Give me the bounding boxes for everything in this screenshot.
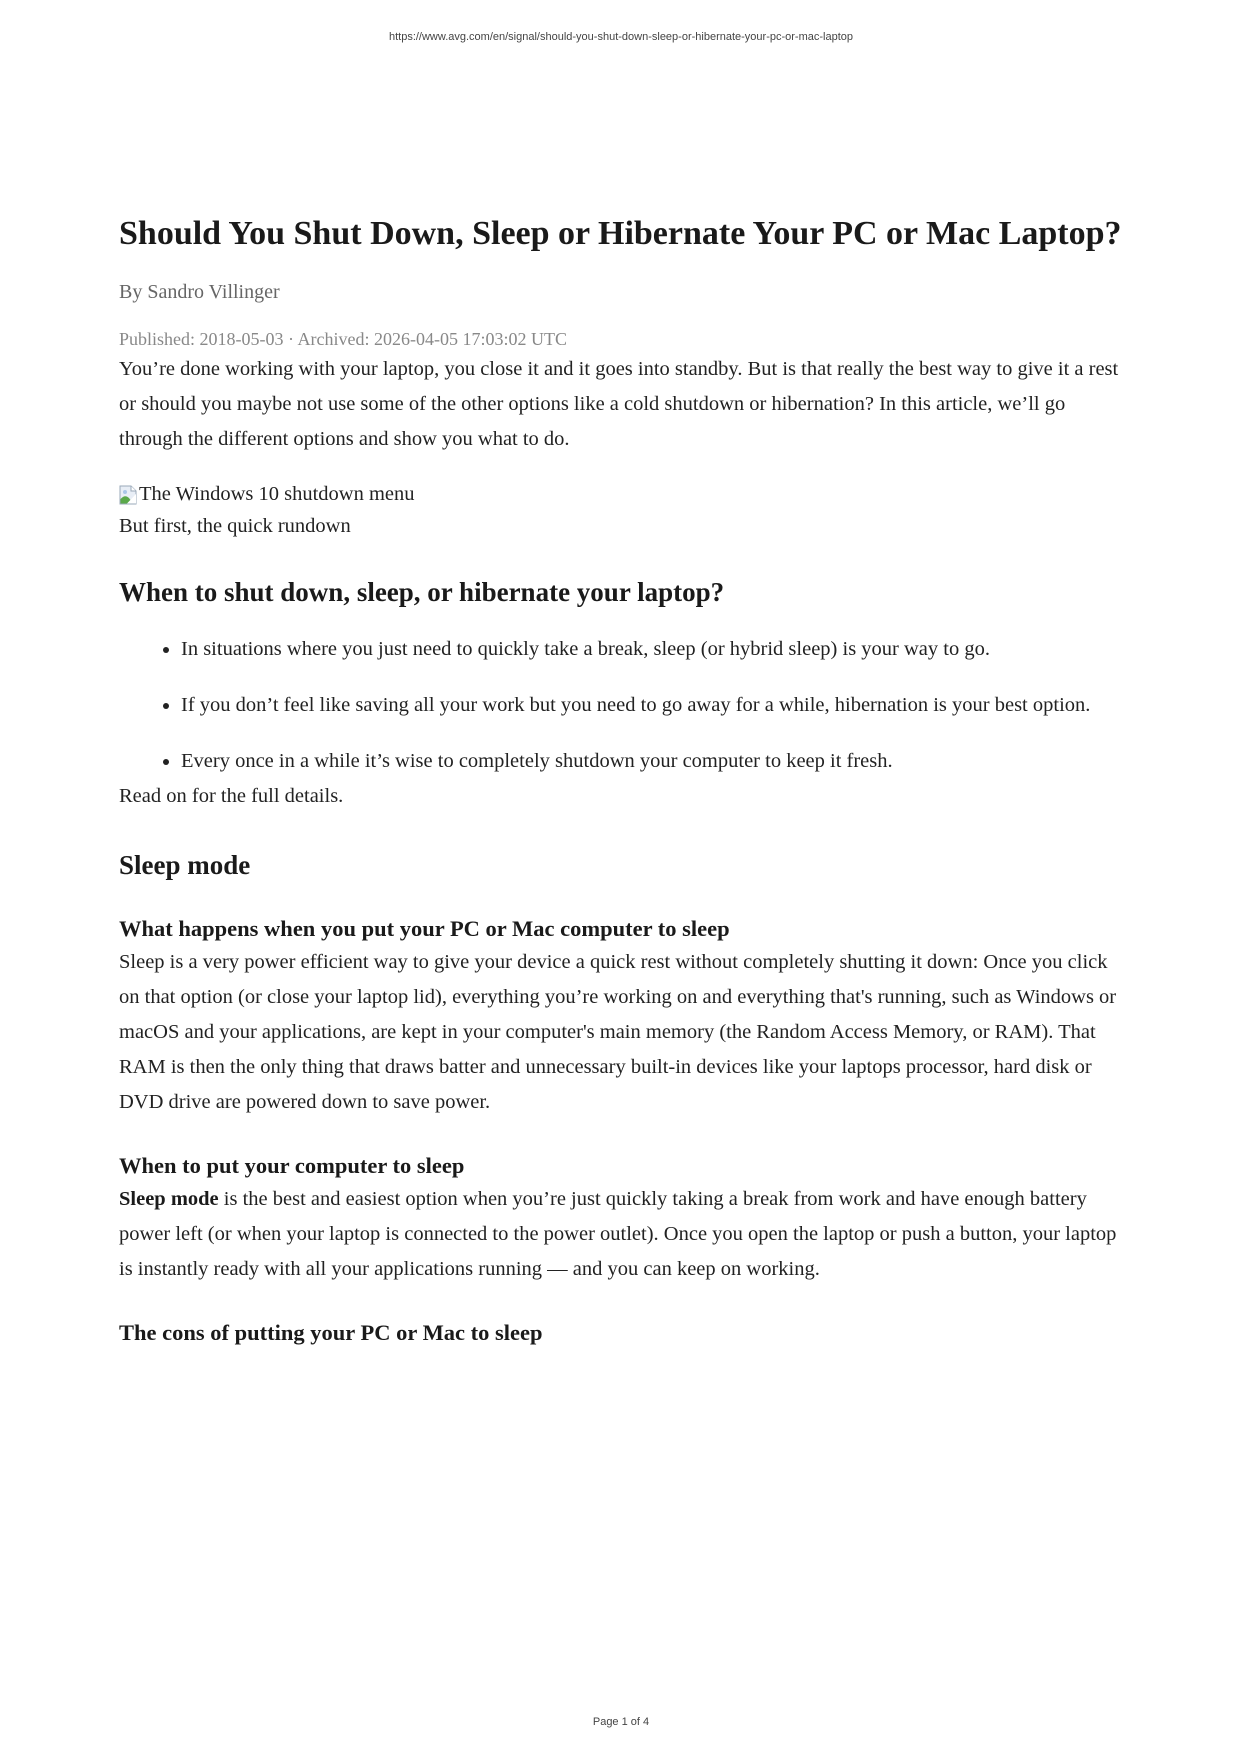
subheading-what-happens: What happens when you put your PC or Mac computer to sleep: [119, 916, 730, 941]
image-alt-text: The Windows 10 shutdown menu: [139, 483, 415, 505]
broken-image-icon: [119, 484, 138, 504]
list-item: • Every once in a while it’s wise to completely shutdown your computer to keep it fresh.: [181, 744, 1129, 779]
intro-paragraph: You’re done working with your laptop, you close it and it goes into standby. But is that really the best way to give it a rest or should you maybe not use some of the other options like a cold shutdown or hibernation? In this article, we’ll go through the different options and show you what to do.: [119, 358, 1119, 450]
paragraph-what-happens: Sleep is a very power efficient way to give your device a quick rest without completely shutting it down: Once you click on that option (or close your laptop lid), everything you’re working on and everything that's running, such as Windows or macOS and your applications, are kept in your computer's main memory (the Random Access Memory, or RAM). That RAM is then the only thing that draws batter and unnecessary built-in devices like your laptops processor, hard disk or DVD drive are powered down to save power.: [119, 951, 1117, 1113]
subheading-when-to-sleep: When to put your computer to sleep: [119, 1153, 465, 1178]
paragraph-when-to-sleep: [119, 1182, 1129, 1287]
author-byline: By Sandro Villinger: [119, 281, 280, 303]
page-number: Page 1 of 4: [592, 1716, 650, 1728]
article-title: Should You Shut Down, Sleep or Hibernate Your PC or Mac Laptop?: [119, 215, 1122, 252]
section-heading-sleep-mode: Sleep mode: [119, 850, 251, 880]
subheading-cons: The cons of putting your PC or Mac to sleep: [119, 1320, 543, 1345]
read-on-text: Read on for the full details.: [119, 785, 344, 807]
list-item: • If you don’t feel like saving all your work but you need to go away for a while, hibernation is your best option.: [181, 688, 1129, 723]
rundown-list: [119, 632, 1129, 779]
article: [119, 206, 1129, 1349]
rundown-text: But first, the quick rundown: [119, 515, 351, 537]
publish-meta: Published: 2018-05-03 · Archived: 2026-04-05 17:03:02 UTC: [119, 329, 567, 349]
page-url-header: https://www.avg.com/en/signal/should-you-shut-down-sleep-or-hibernate-your-pc-or-mac-laptop: [388, 31, 854, 43]
article-image: [119, 479, 1129, 509]
list-item: • In situations where you just need to quickly take a break, sleep (or hybrid sleep) is your way to go.: [181, 632, 1129, 667]
bold-lead-text: Sleep mode: [119, 1188, 219, 1210]
paragraph-text: is the best and easiest option when you’re just quickly taking a break from work and have enough battery power left (or when your laptop is connected to the power outlet). Once you open the laptop or push a button, your laptop is instantly ready with all your applications running — and you can keep on working.: [119, 1188, 1117, 1280]
section-heading-when: When to shut down, sleep, or hibernate your laptop?: [119, 577, 725, 607]
